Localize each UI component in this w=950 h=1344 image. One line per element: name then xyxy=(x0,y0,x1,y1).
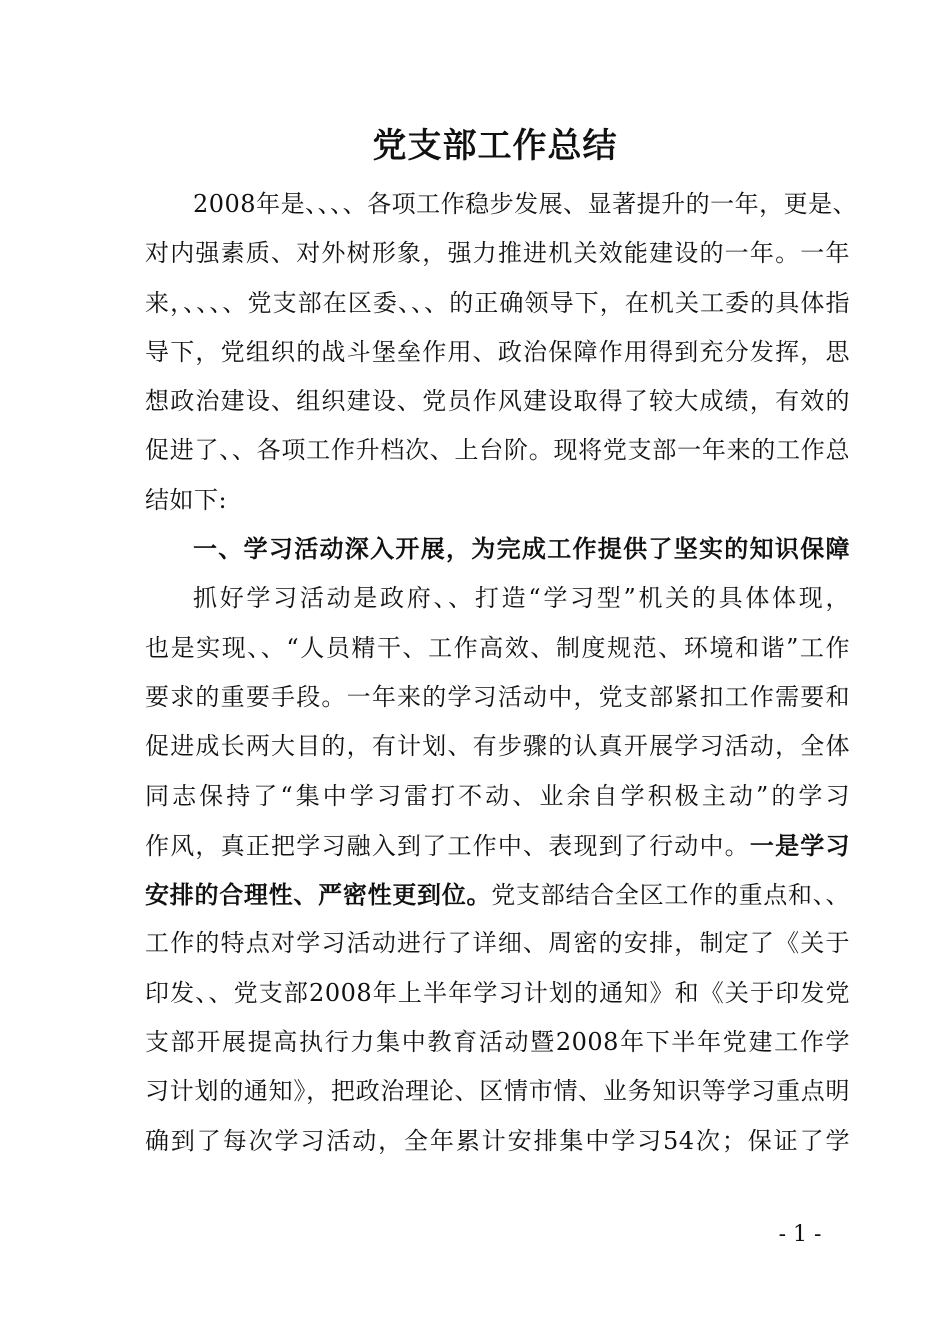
body-line: 确到了每次学习活动，全年累计安排集中学习54次；保证了学 xyxy=(145,1126,850,1155)
body-line: 想政治建设、组织建设、党员作风建设取得了较大成绩，有效的 xyxy=(145,387,850,416)
body-line: 促进了、、各项工作升档次、上台阶。现将党支部一年来的工作总 xyxy=(145,436,850,465)
bold-phrase: 一是学习 xyxy=(749,830,851,860)
body-line: 促进成长两大目的，有计划、有步骤的认真开展学习活动，全体 xyxy=(145,732,850,761)
body-line: 工作的特点对学习活动进行了详细、周密的安排，制定了《关于 xyxy=(145,929,850,958)
body-line: 同志保持了“集中学习雷打不动、业余自学积极主动”的学习 xyxy=(145,781,850,810)
body-text-span: 作风，真正把学习融入到了工作中、表现到了行动中。 xyxy=(145,831,750,860)
body-line: 也是实现、、“人员精干、工作高效、制度规范、环境和谐”工作 xyxy=(145,633,850,662)
body-line: 2008年是、、、、各项工作稳步发展、显著提升的一年，更是、 xyxy=(193,190,858,218)
body-line: 支部开展提高执行力集中教育活动暨2008年下半年党建工作学 xyxy=(145,1028,850,1057)
body-line: 印发、、党支部2008年上半年学习计划的通知》和《关于印发党 xyxy=(145,978,850,1007)
body-line: 对内强素质、对外树形象，强力推进机关效能建设的一年。一年 xyxy=(145,239,850,268)
document-title: 党支部工作总结 xyxy=(372,126,618,166)
body-line: 要求的重要手段。一年来的学习活动中，党支部紧扣工作需要和 xyxy=(145,682,850,711)
body-text-span: 党支部结合全区工作的重点和、、 xyxy=(491,881,850,910)
body-line: 习计划的通知》，把政治理论、区情市情、业务知识等学习重点明 xyxy=(145,1077,850,1106)
body-line: 结如下: xyxy=(145,485,228,514)
body-line: 导下，党组织的战斗堡垒作用、政治保障作用得到充分发挥，思 xyxy=(145,337,850,366)
body-line xyxy=(145,870,850,919)
bold-phrase: 安排的合理性、严密性更到位。 xyxy=(145,880,492,910)
section-heading: 一、学习活动深入开展，为完成工作提供了坚实的知识保障 xyxy=(193,535,850,564)
body-line: 来，、、、、党支部在区委、、、的正确领导下，在机关工委的具体指 xyxy=(145,288,850,317)
document-body xyxy=(145,180,858,1166)
body-line xyxy=(145,821,850,870)
body-line: 抓好学习活动是政府、、打造“学习型”机关的具体体现， xyxy=(193,584,850,613)
page-number: - 1 - xyxy=(778,1222,822,1247)
